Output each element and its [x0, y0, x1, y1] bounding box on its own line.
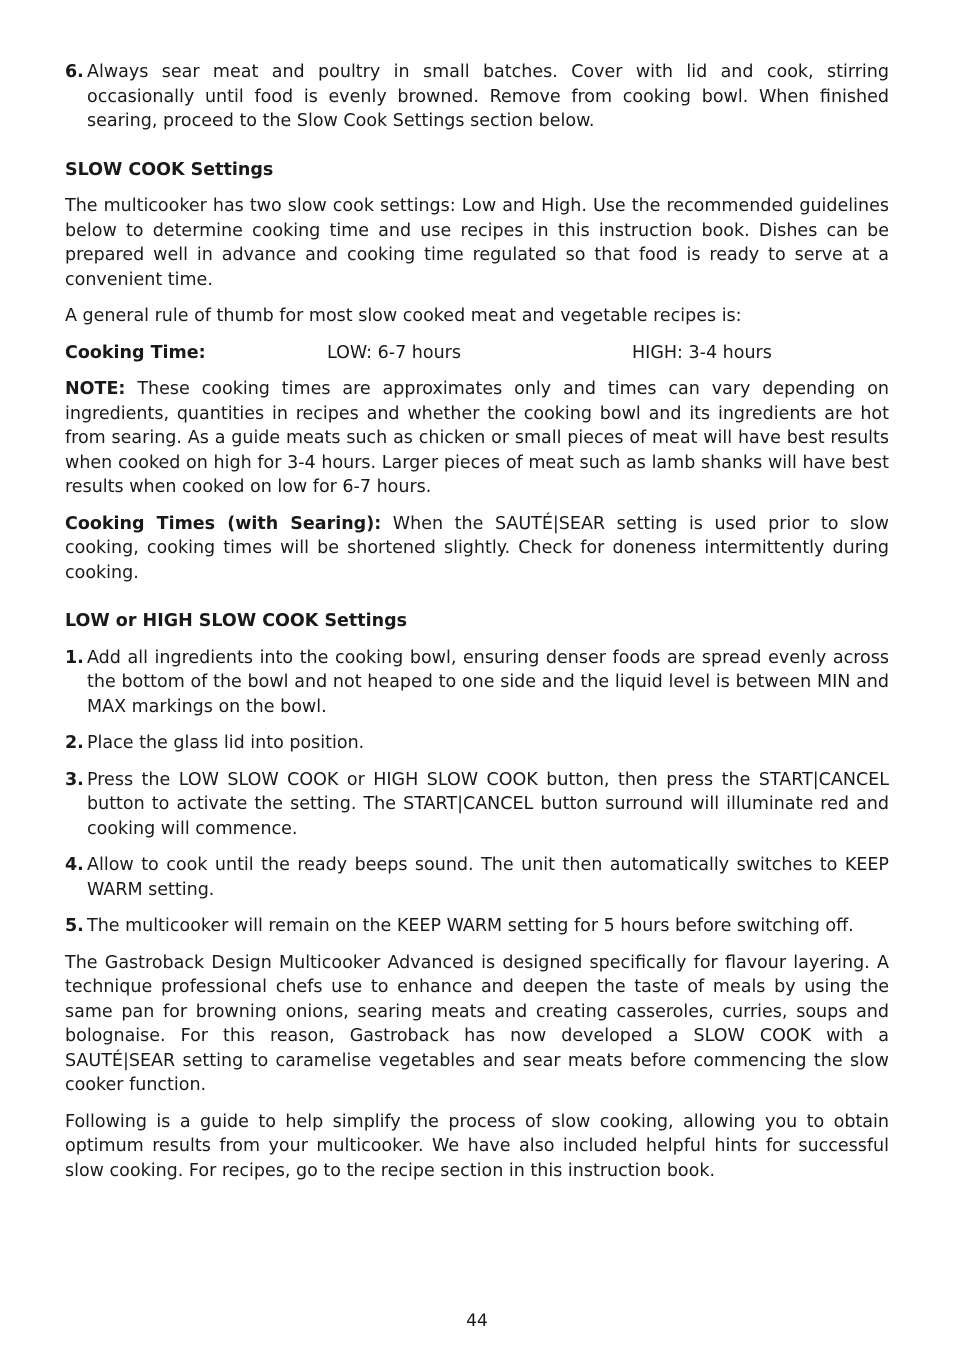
step-number: 4.	[65, 855, 84, 875]
step-2	[65, 731, 889, 756]
document-page	[65, 60, 889, 1183]
cooking-time-high: HIGH: 3-4 hours	[632, 342, 772, 363]
slow-cook-intro: The multicooker has two slow cook settings: Low and High. Use the recommended guidelines below to determine cooking time and use recipes in this instruction book. Dishes can be prepared well in advance and cooking time regulated so that food is ready to serve at a convenient time.	[65, 196, 889, 290]
step-text: Place the glass lid into position.	[87, 733, 365, 753]
step-number: 1.	[65, 647, 84, 668]
step-3	[65, 768, 889, 842]
cooking-time-low: LOW: 6-7 hours	[327, 342, 461, 363]
guide-paragraph: Following is a guide to help simplify the process of slow cooking, allowing you to obtain optimum results from your multicooker. We have also included helpful hints for successful slow cooking. For recipes, go to the recipe section in this instruction book.	[65, 1111, 889, 1181]
cooking-time-row	[65, 341, 889, 366]
step-4	[65, 853, 889, 902]
searing-label: Cooking Times (with Searing):	[65, 513, 382, 534]
step-text: Allow to cook until the ready beeps sound. The unit then automatically switches to KEEP WARM setting.	[87, 855, 889, 900]
step-text: Add all ingredients into the cooking bowl, ensuring denser foods are spread evenly across the bottom of the bowl and not heaped to one side and the liquid level is between MIN and MAX markings on the bowl.	[87, 647, 889, 717]
step-text: Always sear meat and poultry in small batches. Cover with lid and cook, stirring occasionally until food is evenly browned. Remove from cooking bowl. When finished searing, proceed to the Slow Cook Settings section below.	[87, 62, 889, 131]
slow-cook-settings-heading: SLOW COOK Settings	[65, 159, 274, 180]
step-number: 2.	[65, 733, 84, 753]
searing-paragraph	[65, 512, 889, 586]
low-high-heading: LOW or HIGH SLOW COOK Settings	[65, 611, 408, 631]
note-paragraph	[65, 377, 889, 500]
note-text: These cooking times are approximates only and times can vary depending on ingredients, quantities in recipes and whether the cooking bowl and its ingredients are hot from searing. As a guide meats such as chicken or small pieces of meat will have best results when cooked on high for 3-4 hours. Larger pieces of meat such as lamb shanks will have best results when cooked on low for 6-7 hours.	[65, 379, 889, 497]
step-number: 5.	[65, 916, 84, 936]
step-number: 3.	[65, 769, 84, 790]
step-5	[65, 914, 889, 939]
rule-of-thumb: A general rule of thumb for most slow cooked meat and vegetable recipes is:	[65, 306, 742, 326]
step-number: 6.	[65, 62, 84, 82]
step-6	[65, 60, 889, 134]
page-number: 44	[466, 1311, 488, 1331]
cooking-time-label: Cooking Time:	[65, 342, 206, 363]
step-1	[65, 646, 889, 720]
step-text: The multicooker will remain on the KEEP WARM setting for 5 hours before switching off.	[87, 916, 854, 936]
flavour-paragraph: The Gastroback Design Multicooker Advanced is designed specifically for flavour layering. A technique professional chefs use to enhance and deepen the taste of meals by using the same pan for browning onions, searing meats and creating casseroles, curries, soups and bolognaise. For this reason, Gastroback has now developed a SLOW COOK with a SAUTÉ|SEAR setting to caramelise vegetables and sear meats before commencing the slow cooker function.	[65, 952, 889, 1095]
step-text: Press the LOW SLOW COOK or HIGH SLOW COOK button, then press the START|CANCEL button to activate the setting. The START|CANCEL button surround will illuminate red and cooking will commence.	[87, 769, 889, 839]
note-label: NOTE:	[65, 379, 126, 399]
searing-text: When the SAUTÉ|SEAR setting is used prior to slow cooking, cooking times will be shortened slightly. Check for doneness intermittently during cooking.	[65, 513, 889, 583]
